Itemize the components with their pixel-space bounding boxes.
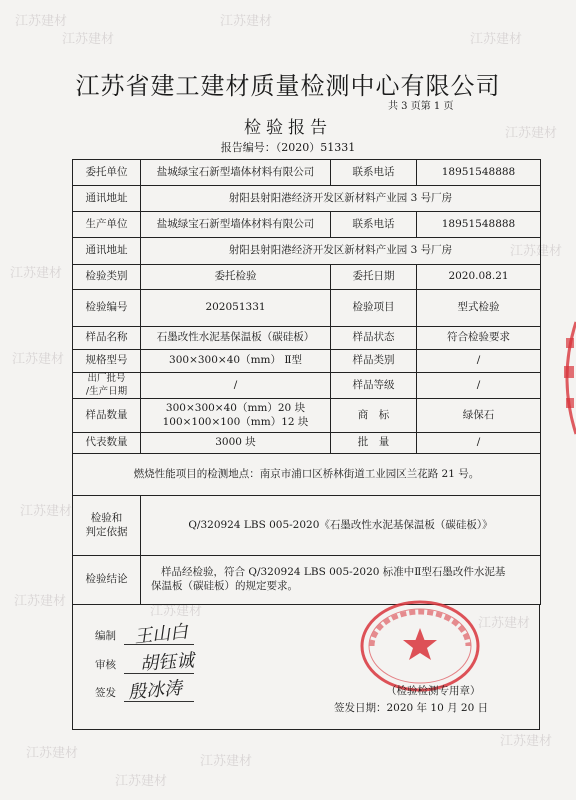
- field-value: /: [417, 373, 541, 399]
- table-row: [73, 454, 541, 496]
- field-value: 300×300×40（mm） Ⅱ型: [141, 350, 331, 373]
- field-label: [73, 373, 141, 399]
- report-number: 报告编号：（2020）51331: [220, 141, 356, 154]
- field-label: 通讯地址: [73, 238, 141, 265]
- field-label: 委托日期: [331, 265, 417, 290]
- field-label: 委托单位: [73, 160, 141, 186]
- field-value: 射阳县射阳港经济开发区新材料产业园 3 号厂房: [141, 238, 541, 265]
- review-label: 审核: [95, 659, 116, 671]
- field-label: 检验结论: [73, 556, 141, 605]
- field-label: 样品名称: [73, 327, 141, 350]
- field-value-line: 300×300×40（mm）20 块: [165, 401, 306, 414]
- field-label: 检验项目: [331, 290, 417, 327]
- table-row: [73, 290, 541, 327]
- field-label: 联系电话: [331, 212, 417, 238]
- field-label: 商 标: [331, 399, 417, 433]
- field-label: 检验类别: [73, 265, 141, 290]
- watermark: 江苏建材: [500, 734, 553, 749]
- watermark: 江苏建材: [470, 32, 523, 47]
- field-label-line: 检验和: [90, 511, 123, 524]
- compile-label: 编制: [95, 630, 116, 642]
- compile-signature: 王山白: [133, 621, 190, 648]
- field-value: /: [141, 373, 331, 399]
- watermark: 江苏建材: [115, 774, 168, 789]
- field-label: 检验编号: [73, 290, 141, 327]
- table-row: [73, 433, 541, 454]
- standard-basis: Q/320924 LBS 005-2020《石墨改性水泥基保温板（碳硅板）》: [141, 496, 541, 556]
- field-value: /: [417, 433, 541, 454]
- edge-seal-icon: [556, 318, 576, 438]
- watermark: 江苏建材: [62, 32, 115, 47]
- watermark: 江苏建材: [26, 746, 79, 761]
- field-value-line: 100×100×100（mm）12 块: [162, 415, 309, 428]
- table-row: [73, 399, 541, 433]
- watermark: 江苏建材: [20, 504, 73, 519]
- table-row: [73, 212, 541, 238]
- watermark: 江苏建材: [478, 616, 531, 631]
- table-row: [73, 186, 541, 212]
- watermark: 江苏建材: [15, 14, 68, 29]
- field-value: 石墨改性水泥基保温板（碳硅板）: [141, 327, 331, 350]
- approve-label: 签发: [95, 687, 116, 699]
- watermark: 江苏建材: [200, 754, 253, 769]
- field-label: 批 量: [331, 433, 417, 454]
- table-row: [73, 160, 541, 186]
- table-row: [73, 327, 541, 350]
- field-value: 2020.08.21: [417, 265, 541, 290]
- watermark: 江苏建材: [10, 266, 63, 281]
- field-label: 规格型号: [73, 350, 141, 373]
- field-value: 型式检验: [417, 290, 541, 327]
- watermark: 江苏建材: [12, 352, 65, 367]
- watermark: 江苏建材: [505, 126, 558, 141]
- review-signature: 胡钰诚: [139, 650, 195, 675]
- field-value: 盐城绿宝石新型墙体材料有限公司: [141, 160, 331, 186]
- field-value: 绿保石: [417, 399, 541, 433]
- issue-date: 签发日期：2020 年 10 月 20 日: [334, 702, 489, 714]
- field-label: 样品数量: [73, 399, 141, 433]
- field-value: 射阳县射阳港经济开发区新材料产业园 3 号厂房: [141, 186, 541, 212]
- table-row: [73, 496, 541, 556]
- field-label: 联系电话: [331, 160, 417, 186]
- field-label: 样品等级: [331, 373, 417, 399]
- watermark: 江苏建材: [150, 604, 203, 619]
- approve-signature: 殷冰涛: [127, 677, 183, 704]
- field-label: 样品类别: [331, 350, 417, 373]
- watermark: 江苏建材: [220, 14, 273, 29]
- table-row: [73, 350, 541, 373]
- test-location-note: 燃烧性能项目的检测地点：南京市浦口区桥林街道工业园区兰花路 21 号。: [73, 454, 541, 496]
- table-row: [73, 265, 541, 290]
- table-row: [73, 238, 541, 265]
- field-value: 18951548888: [417, 212, 541, 238]
- field-value: 盐城绿宝石新型墙体材料有限公司: [141, 212, 331, 238]
- field-label-line: 判定依据: [85, 525, 128, 538]
- field-value: 18951548888: [417, 160, 541, 186]
- field-label-line: /生产日期: [85, 385, 128, 397]
- field-value: [141, 399, 331, 433]
- page-info: 共 3 页第 1 页: [388, 101, 454, 112]
- field-value: 委托检验: [141, 265, 331, 290]
- field-label: 样品状态: [331, 327, 417, 350]
- field-label: 生产单位: [73, 212, 141, 238]
- report-title: 检验报告: [244, 118, 332, 138]
- field-label: 通讯地址: [73, 186, 141, 212]
- stamp-note: （检验检测专用章）: [386, 685, 481, 697]
- watermark: 江苏建材: [14, 594, 67, 609]
- field-value: /: [417, 350, 541, 373]
- report-table: [72, 159, 541, 605]
- table-row: [73, 373, 541, 399]
- watermark: 江苏建材: [510, 244, 563, 259]
- field-label: 代表数量: [73, 433, 141, 454]
- field-value: 3000 块: [141, 433, 331, 454]
- field-label: [73, 496, 141, 556]
- field-value: 202051331: [141, 290, 331, 327]
- field-label-line: 出厂批号: [87, 373, 126, 385]
- official-seal-icon: [356, 598, 484, 694]
- field-value: 符合检验要求: [417, 327, 541, 350]
- company-name: 江苏省建工建材质量检测中心有限公司: [75, 72, 501, 100]
- conclusion-line: 样品经检验，符合 Q/320924 LBS 005-2020 标准中Ⅱ型石墨改件水泥基: [161, 566, 506, 579]
- conclusion-line: 保温板（碳硅板）的规定要求。: [151, 580, 298, 592]
